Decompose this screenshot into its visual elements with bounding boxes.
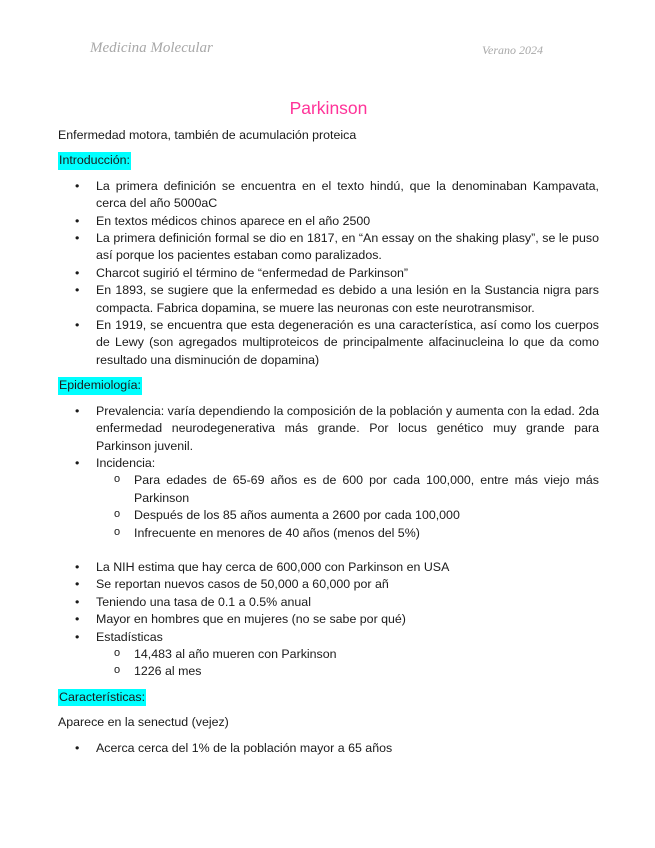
list-item: • Teniendo una tasa de 0.1 a 0.5% anual — [58, 594, 599, 611]
list-item: • La NIH estima que hay cerca de 600,000 con Parkinson en USA — [58, 559, 599, 576]
list-item: • La primera definición formal se dio en 1817, en “An essay on the shaking plasy”, se le puso así porque los pacientes estaban como paralizados. — [58, 230, 599, 265]
section-heading-epidemiologia: Epidemiología: — [58, 377, 142, 394]
list-item: • Se reportan nuevos casos de 50,000 a 60,000 por añ — [58, 576, 599, 593]
document-title: Parkinson — [289, 98, 368, 118]
section-heading-introduccion: Introducción: — [58, 152, 131, 169]
list-item: • Prevalencia: varía dependiendo la composición de la población y aumenta con la edad. 2da enfermedad neurodegenerativa más grande. Por locus genético muy grande para Parkinson juvenil. — [58, 403, 599, 455]
sublist-item: o 1226 al mes — [96, 663, 599, 680]
list-item: • Mayor en hombres que en mujeres (no se sabe por qué) — [58, 611, 599, 628]
epidemiologia-list — [58, 403, 599, 542]
sublist-item: o Para edades de 65-69 años es de 600 por cada 100,000, entre más viejo más Parkinson — [96, 472, 599, 507]
sublist-item: o Infrecuente en menores de 40 años (menos del 5%) — [96, 525, 599, 542]
intro-line: Enfermedad motora, también de acumulación proteica — [58, 128, 357, 142]
header-course: Medicina Molecular — [90, 40, 213, 56]
incidencia-sublist — [96, 472, 599, 542]
list-item: • Charcot sugirió el término de “enfermedad de Parkinson” — [58, 265, 599, 282]
epidemiologia-list-continued — [58, 559, 599, 681]
header-term: Verano 2024 — [482, 43, 543, 57]
list-item: • La primera definición se encuentra en el texto hindú, que la denominaban Kampavata, cerca del año 5000aC — [58, 178, 599, 213]
caracteristicas-list — [58, 740, 599, 757]
document-body — [58, 97, 599, 765]
section-heading-caracteristicas: Características: — [58, 689, 146, 706]
caracteristicas-line: Aparece en la senectud (vejez) — [58, 715, 229, 730]
estadisticas-label: Estadísticas — [96, 629, 163, 644]
list-item-estadisticas — [58, 629, 599, 681]
estadisticas-sublist — [96, 646, 599, 681]
incidencia-label: Incidencia: — [96, 455, 156, 470]
list-item-incidencia — [58, 455, 599, 542]
introduccion-list — [58, 178, 599, 369]
list-item: • Acerca cerca del 1% de la población mayor a 65 años — [58, 740, 599, 757]
list-item: • En textos médicos chinos aparece en el año 2500 — [58, 213, 599, 230]
sublist-item: o 14,483 al año mueren con Parkinson — [96, 646, 599, 663]
list-item: • En 1893, se sugiere que la enfermedad es debido a una lesión en la Sustancia nigra pars compacta. Fabrica dopamina, se muere las neuronas con este neurotransmisor. — [58, 282, 599, 317]
list-item: • En 1919, se encuentra que esta degeneración es una característica, así como los cuerpos de Lewy (son agregados multiproteicos de principalmente alfacinucleina lo que da como resultado una disminución de dopamina) — [58, 317, 599, 369]
sublist-item: o Después de los 85 años aumenta a 2600 por cada 100,000 — [96, 507, 599, 524]
